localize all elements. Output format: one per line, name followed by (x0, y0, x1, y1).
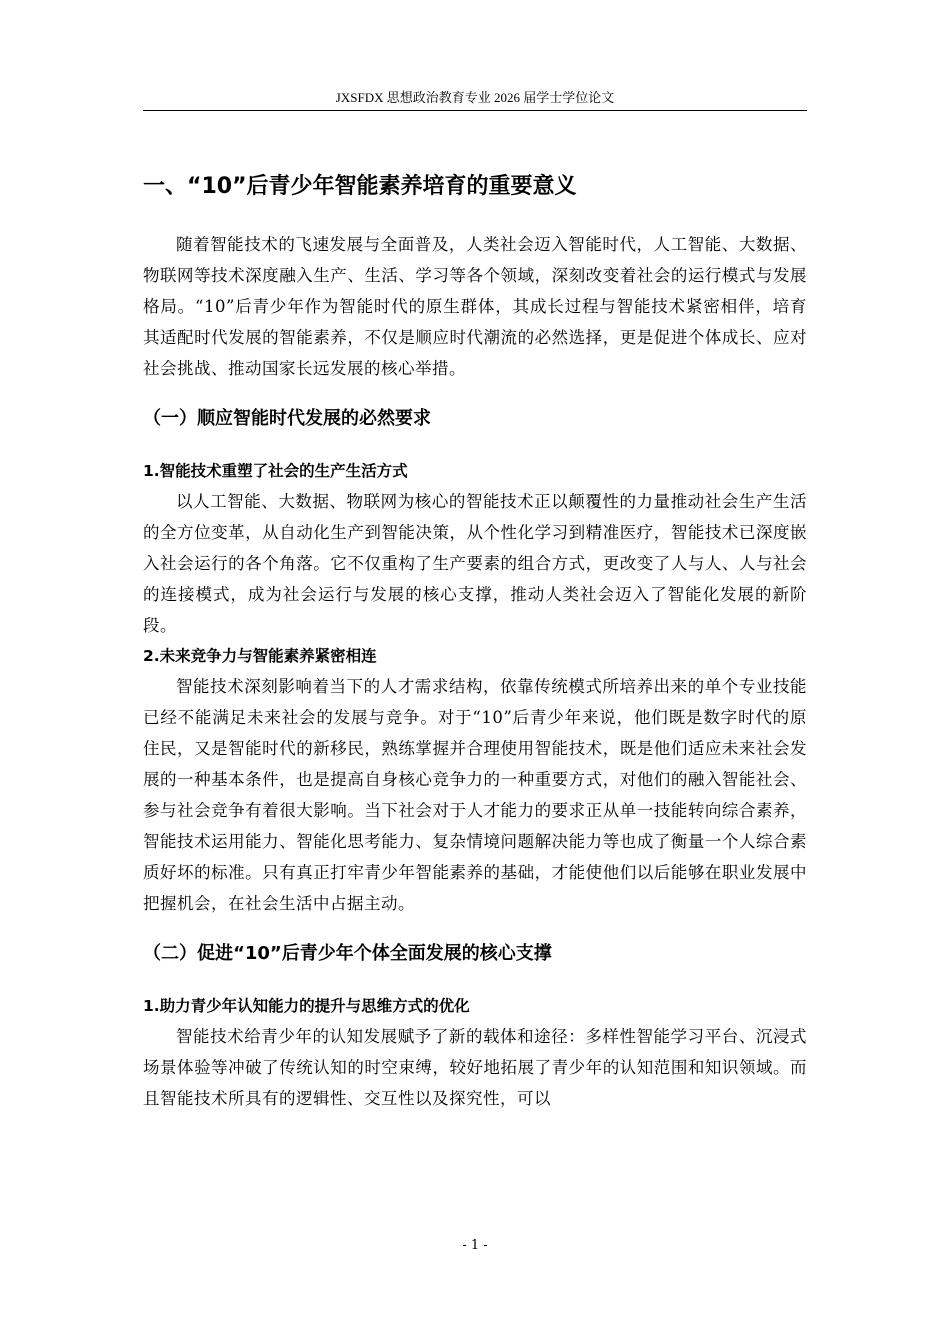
subsection-1-item-1-paragraph: 以人工智能、大数据、物联网为核心的智能技术正以颠覆性的力量推动社会生产生活的全方位变革，从自动化生产到智能决策，从个性化学习到精准医疗，智能技术已深度嵌入社会运行的各个角落。它不仅重构了生产要素的组合方式，更改变了人与人、人与社会的连接模式，成为社会运行与发展的核心支撑，推动人类社会迈入了智能化发展的新阶段。 (143, 492, 807, 635)
section-title: 一、“10”后青少年智能素养培育的重要意义 (143, 174, 577, 199)
subsection-2-title: （二）促进“10”后青少年个体全面发展的核心支撑 (143, 943, 552, 964)
subsection-1-item-1-title: 1.智能技术重塑了社会的生产生活方式 (143, 462, 408, 480)
header-divider (143, 110, 807, 111)
subsection-2-item-1-title: 1.助力青少年认知能力的提升与思维方式的优化 (143, 997, 470, 1015)
running-header: JXSFDX 思想政治教育专业 2026 届学士学位论文 (335, 90, 615, 105)
subsection-1-title: （一）顺应智能时代发展的必然要求 (143, 408, 431, 429)
section-intro-paragraph: 随着智能技术的飞速发展与全面普及，人类社会迈入智能时代，人工智能、大数据、物联网等技术深度融入生产、生活、学习等各个领域，深刻改变着社会的运行模式与发展格局。“10”后青少年作为智能时代的原生群体，其成长过程与智能技术紧密相伴，培育其适配时代发展的智能素养，不仅是顺应时代潮流的必然选择，更是促进个体成长、应对社会挑战、推动国家长远发展的核心举措。 (143, 235, 807, 378)
subsection-1-item-2-title: 2.未来竞争力与智能素养紧密相连 (143, 647, 377, 665)
subsection-2-item-1-paragraph: 智能技术给青少年的认知发展赋予了新的载体和途径：多样性智能学习平台、沉浸式场景体验等冲破了传统认知的时空束缚，较好地拓展了青少年的认知范围和知识领域。而且智能技术所具有的逻辑性、交互性以及探究性，可以 (143, 1027, 807, 1108)
subsection-1-item-2-paragraph: 智能技术深刻影响着当下的人才需求结构，依靠传统模式所培养出来的单个专业技能已经不能满足未来社会的发展与竞争。对于“10”后青少年来说，他们既是数字时代的原住民，又是智能时代的新移民，熟练掌握并合理使用智能技术，既是他们适应未来社会发展的一种基本条件，也是提高自身核心竞争力的一种重要方式，对他们的融入智能社会、参与社会竞争有着很大影响。当下社会对于人才能力的要求正从单一技能转向综合素养，智能技术运用能力、智能化思考能力、复杂情境问题解决能力等也成了衡量一个人综合素质好坏的标准。只有真正打牢青少年智能素养的基础，才能使他们以后能够在职业发展中把握机会，在社会生活中占据主动。 (143, 677, 807, 913)
page-number: - 1 - (462, 1238, 488, 1253)
page-body (143, 165, 807, 1114)
